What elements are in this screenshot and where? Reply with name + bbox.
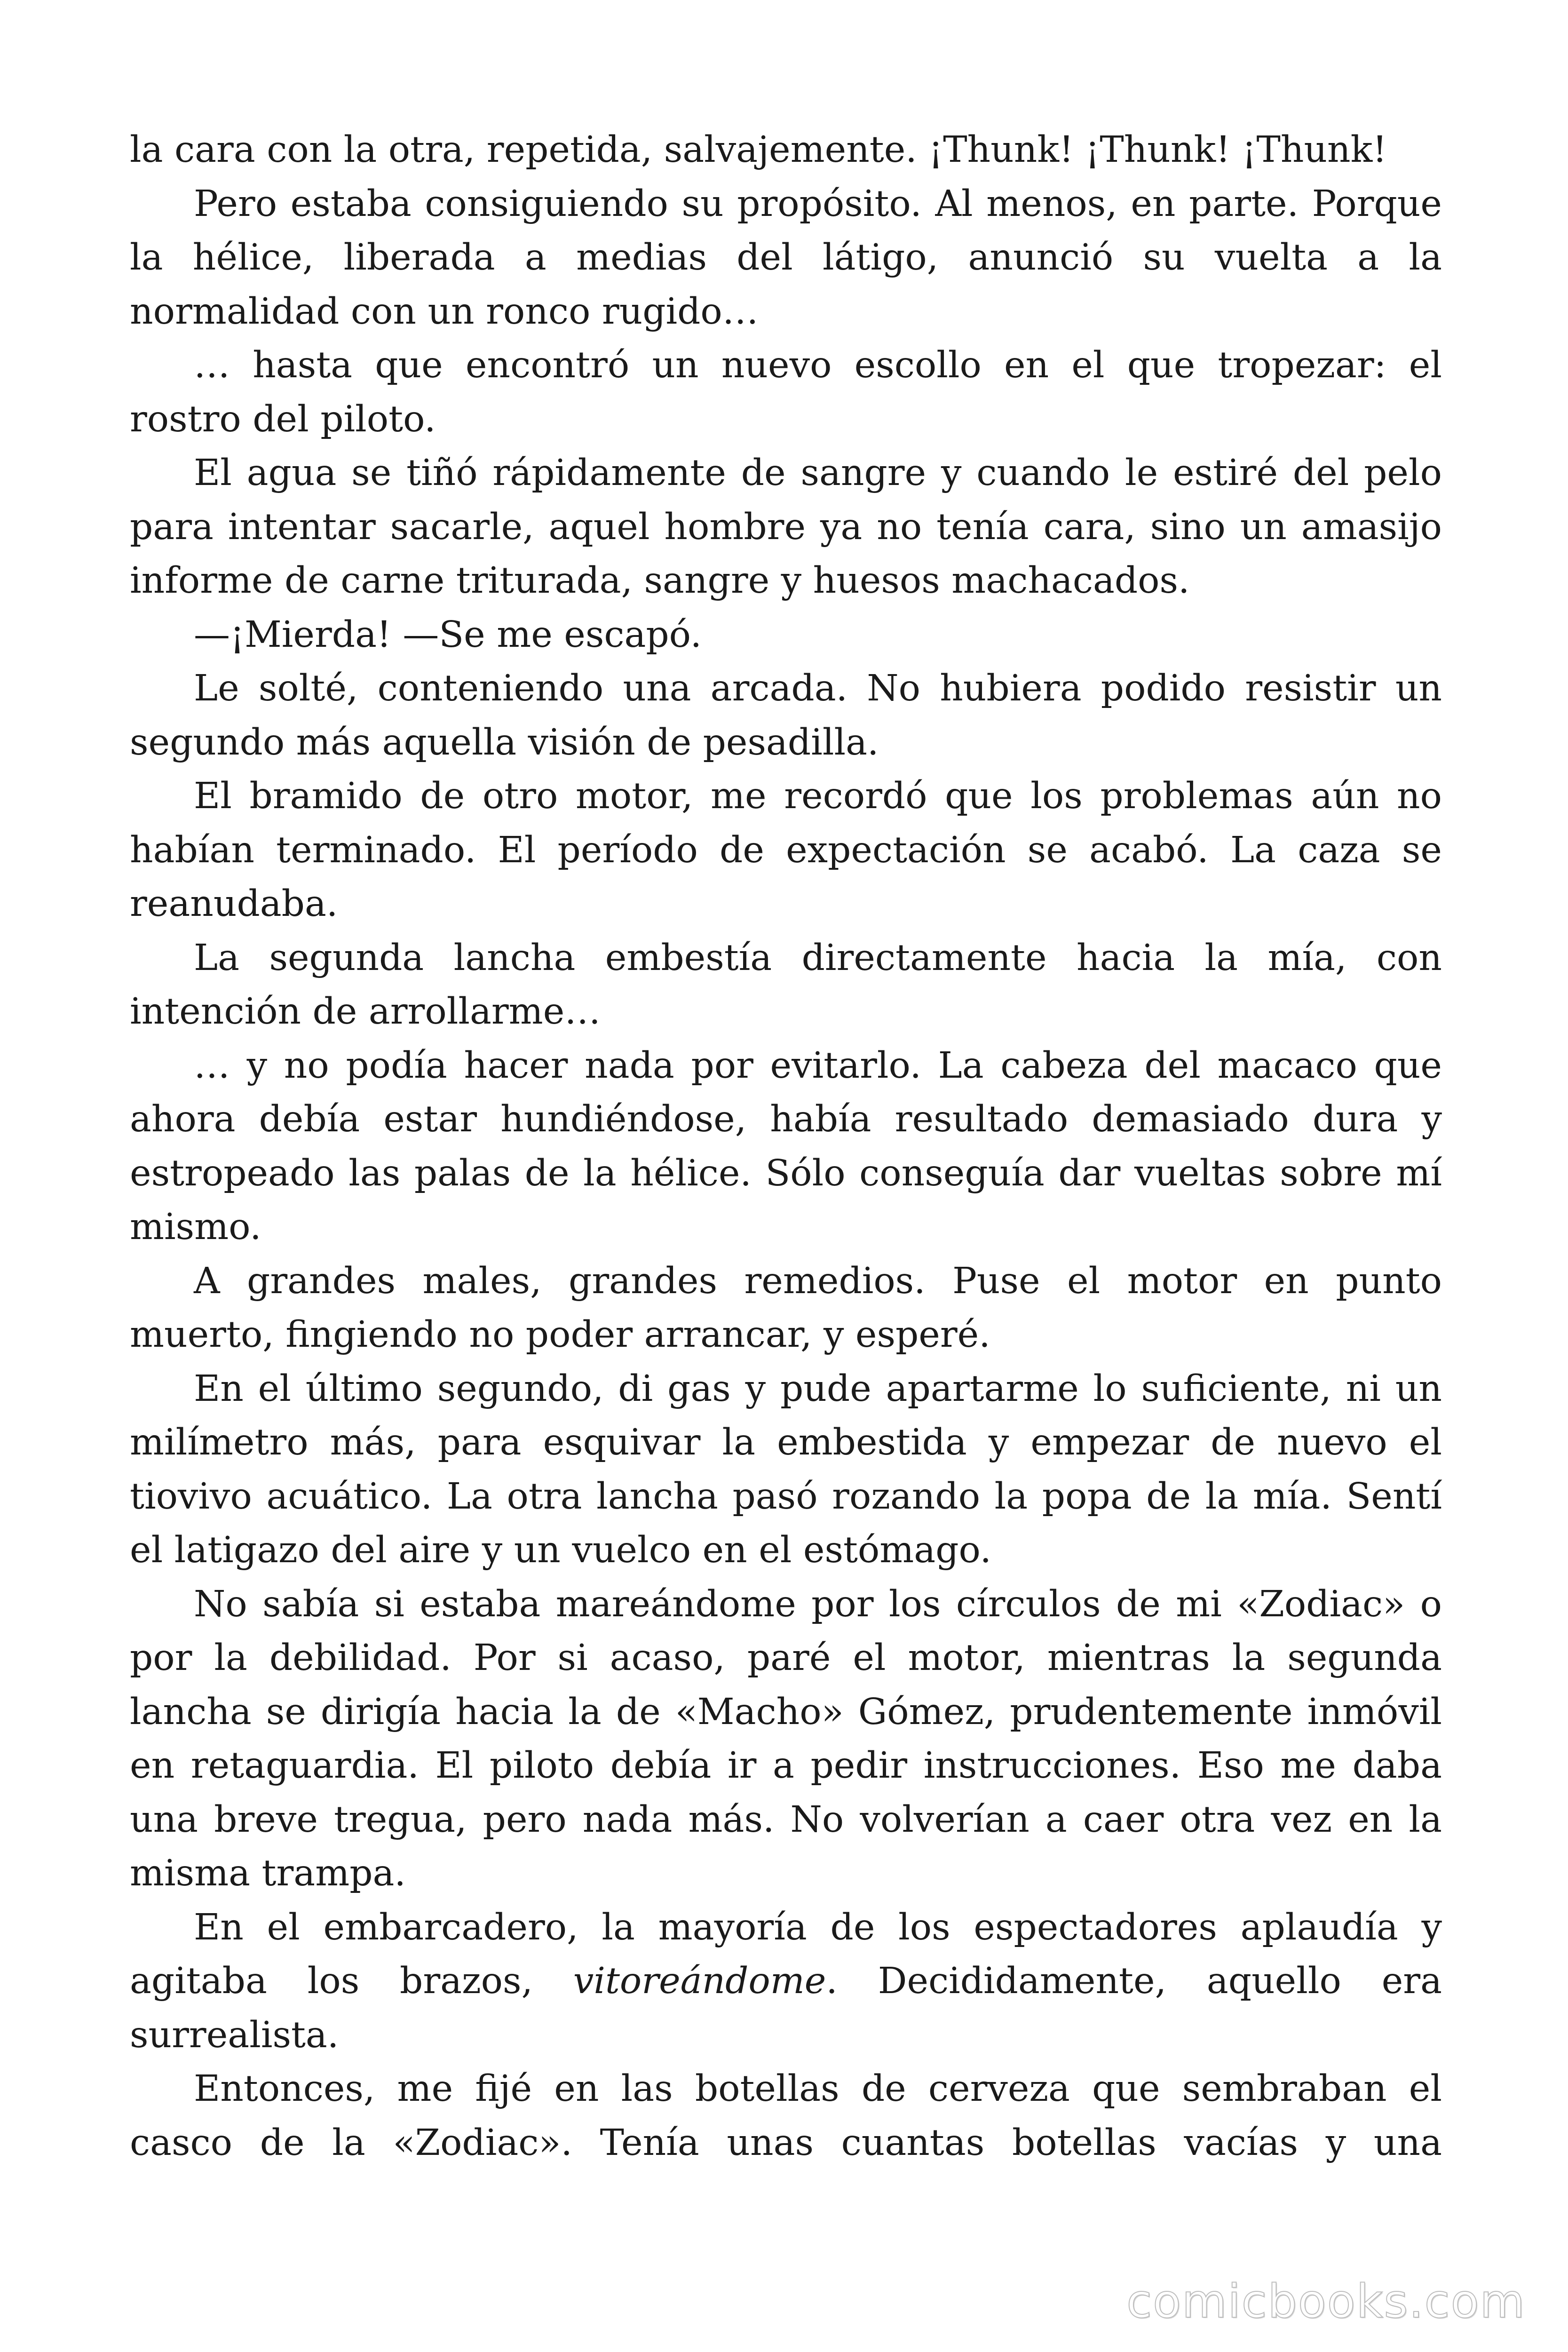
paragraph: En el último segundo, di gas y pude apartarme lo suficiente, ni un milímetro más, para esquivar la embestida y empezar de nuevo el tiovivo acuático. La otra lancha pasó rozando la popa de la mía. Sentí el latigazo del aire y un vuelco en el estómago. bbox=[130, 1367, 1442, 1571]
paragraph-text: En el embarcadero, la mayoría de los espectadores aplaudía y agitaba los brazos, bbox=[130, 1906, 1442, 2002]
emphasized-word: vitoreándome bbox=[573, 1960, 826, 2002]
paragraph: Entonces, me fijé en las botellas de cerveza que sembraban el casco de la «Zodiac». Tenía unas cuantas botellas vacías y una bbox=[130, 2068, 1442, 2164]
paragraph: Pero estaba consiguiendo su propósito. Al menos, en parte. Porque la hélice, liberada a medias del látigo, anunció su vuelta a la normalidad con un ronco rugido… bbox=[130, 183, 1442, 333]
paragraph: El agua se tiñó rápidamente de sangre y cuando le estiré del pelo para intentar sacarle, aquel hombre ya no tenía cara, sino un amasijo informe de carne triturada, sangre y huesos machacados. bbox=[130, 452, 1442, 602]
paragraph: No sabía si estaba mareándome por los círculos de mi «Zodiac» o por la debilidad. Por si acaso, paré el motor, mientras la segunda lancha se dirigía hacia la de «Macho» Gómez, prudentemente inmóvil en retaguardia. El piloto debía ir a pedir instrucciones. Eso me daba una breve tregua, pero nada más. No volverían a caer otra vez en la misma trampa. bbox=[130, 1583, 1442, 1894]
paragraph: —¡Mierda! —Se me escapó. bbox=[194, 613, 702, 656]
paragraph-text: . Decididamente, aquello era surrealista. bbox=[130, 1960, 1442, 2056]
page-text bbox=[130, 123, 1442, 2170]
paragraph bbox=[130, 1901, 1442, 2063]
paragraph: El bramido de otro motor, me recordó que los problemas aún no habían terminado. El período de expectación se acabó. La caza se reanudaba. bbox=[130, 775, 1442, 925]
paragraph: Le solté, conteniendo una arcada. No hubiera podido resistir un segundo más aquella visión de pesadilla. bbox=[130, 667, 1442, 763]
paragraph: La segunda lancha embestía directamente hacia la mía, con intención de arrollarme… bbox=[130, 937, 1442, 1033]
paragraph: A grandes males, grandes remedios. Puse el motor en punto muerto, fingiendo no poder arrancar, y esperé. bbox=[130, 1260, 1442, 1356]
watermark: comicbooks.com bbox=[1126, 2275, 1526, 2328]
paragraph: … hasta que encontró un nuevo escollo en el que tropezar: el rostro del piloto. bbox=[130, 344, 1442, 440]
paragraph: … y no podía hacer nada por evitarlo. La cabeza del macaco que ahora debía estar hundiéndose, había resultado demasiado dura y estropeado las palas de la hélice. Sólo conseguía dar vueltas sobre mí mismo. bbox=[130, 1044, 1442, 1248]
paragraph: la cara con la otra, repetida, salvajemente. ¡Thunk! ¡Thunk! ¡Thunk! bbox=[130, 129, 1387, 171]
